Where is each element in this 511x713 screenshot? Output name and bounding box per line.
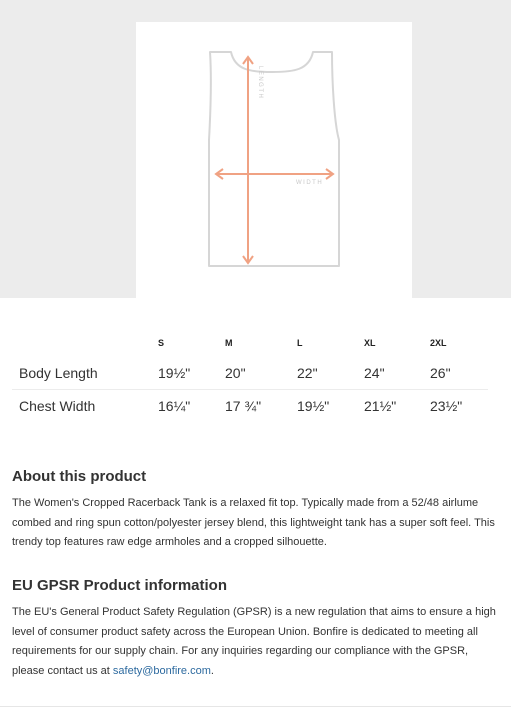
footer-divider <box>0 706 511 707</box>
table-cell: 26" <box>430 365 451 381</box>
size-header-empty <box>12 336 158 357</box>
tank-outline <box>209 52 339 266</box>
tank-diagram <box>136 22 412 298</box>
gpsr-title: EU GPSR Product information <box>12 577 228 594</box>
table-cell: 19½" <box>297 390 364 423</box>
table-cell: 19½" <box>158 365 191 381</box>
length-label: LENGTH <box>257 66 263 100</box>
table-cell: 22" <box>297 365 318 381</box>
size-header-l: L <box>297 338 303 348</box>
row-label: Chest Width <box>12 390 158 423</box>
size-header-s: S <box>158 338 165 348</box>
table-cell: 20" <box>225 365 246 381</box>
size-header-xl: XL <box>364 338 376 348</box>
width-label: WIDTH <box>296 180 324 186</box>
table-cell: 16¼" <box>158 390 225 423</box>
about-product-title: About this product <box>12 468 147 485</box>
table-cell: 24" <box>364 365 385 381</box>
gpsr-section <box>12 577 500 681</box>
gpsr-text-end: . <box>210 664 214 677</box>
table-row-body-length <box>12 357 488 390</box>
tank-diagram-card <box>136 22 412 298</box>
size-header-2xl: 2XL <box>430 338 447 348</box>
size-guide-banner <box>0 0 511 298</box>
table-row-chest-width <box>12 390 488 423</box>
size-header-m: M <box>225 338 233 348</box>
size-chart-table <box>12 336 488 422</box>
row-label: Body Length <box>19 365 98 381</box>
table-cell: 17 ¾" <box>225 390 297 423</box>
table-cell: 23½" <box>430 390 488 423</box>
size-header-row <box>12 336 488 357</box>
safety-email-link[interactable]: safety@bonfire.com <box>112 664 211 677</box>
gpsr-text-body: The EU's General Product Safety Regulation (GPSR) is a new regulation that aims to ensure a high level of consumer product safety across the European Union. Bonfire is dedicated to meeting all requirements for our supply chain. For any inquiries regarding our compliance with the GPSR, please contact us at <box>12 606 496 677</box>
gpsr-text <box>12 603 500 681</box>
table-cell: 21½" <box>364 390 430 423</box>
about-product-text: The Women's Cropped Racerback Tank is a relaxed fit top. Typically made from a 52/48 airlume combed and ring spun cotton/polyester jersey blend, this lightweight tank has a super soft feel. This trendy top features raw edge armholes and a cropped silhouette. <box>12 497 495 548</box>
about-product-section <box>12 468 500 553</box>
